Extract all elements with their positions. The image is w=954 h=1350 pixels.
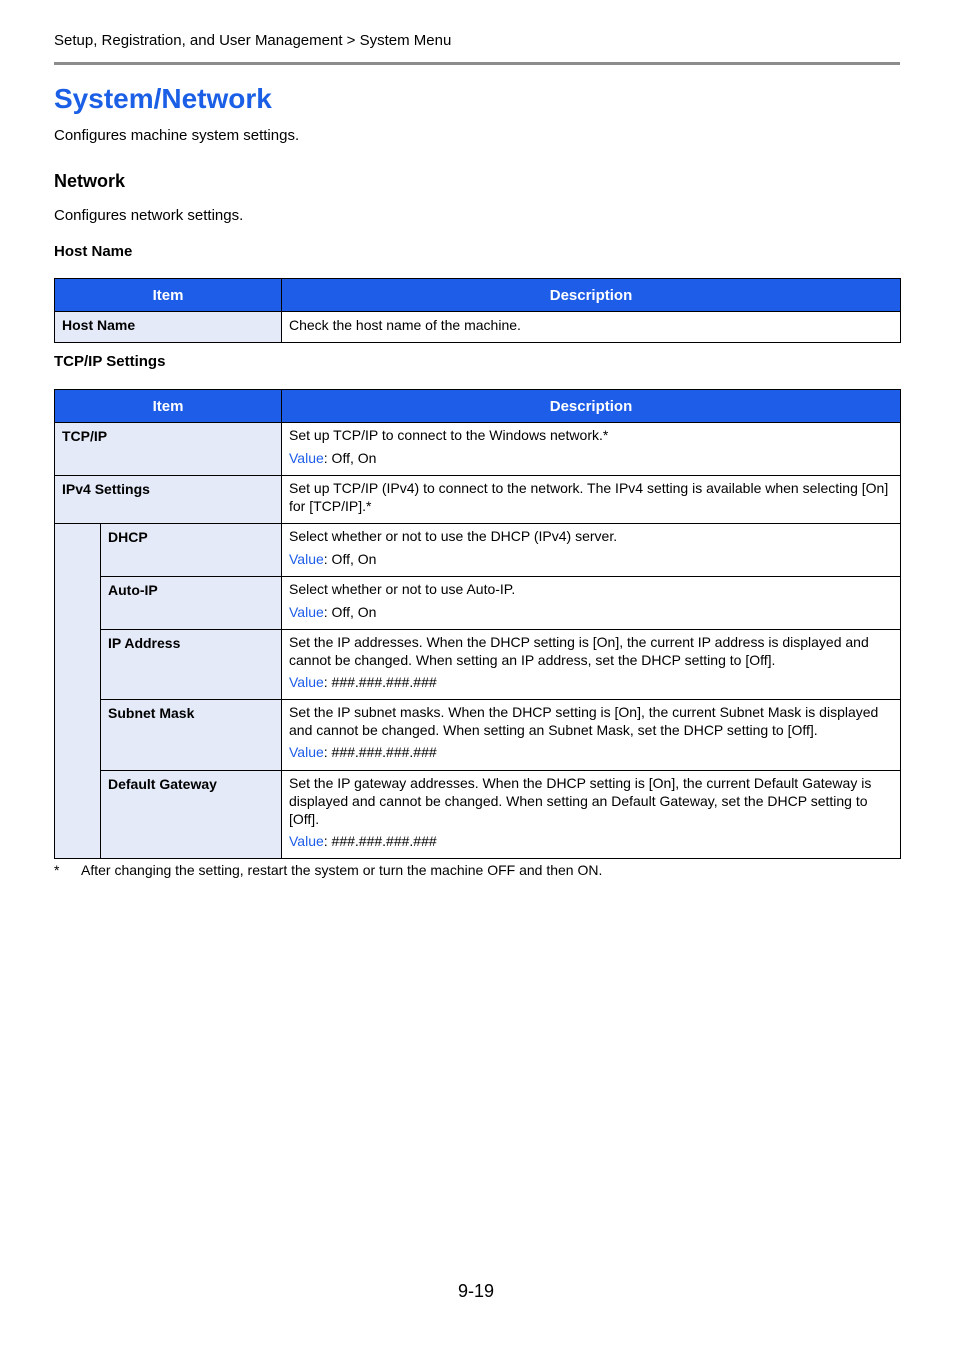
table-header-row <box>55 279 901 312</box>
value-text: : Off, On <box>323 450 377 466</box>
description-cell: Check the host name of the machine. <box>282 312 901 343</box>
table-row <box>55 700 901 771</box>
value-text: : Off, On <box>323 604 377 620</box>
tcpip-table <box>54 389 901 859</box>
column-header-item: Item <box>55 279 282 312</box>
description-text: Select whether or not to use Auto-IP. <box>289 581 516 597</box>
value-line <box>289 550 893 568</box>
item-cell: Host Name <box>55 312 282 343</box>
description-text: Set the IP subnet masks. When the DHCP setting is [On], the current Subnet Mask is displayed and cannot be changed. When setting an Subnet Mask, set the DHCP setting to [Off]. <box>289 704 879 738</box>
indent-cell <box>55 630 101 700</box>
table-row <box>55 524 901 577</box>
item-cell: Subnet Mask <box>101 700 282 771</box>
value-text: : ###.###.###.### <box>323 744 437 760</box>
footnote-text: After changing the setting, restart the system or turn the machine OFF and then ON. <box>81 862 603 878</box>
table-row <box>55 771 901 859</box>
footnote-mark: * <box>54 862 60 878</box>
table-row <box>55 577 901 630</box>
page-number: 9-19 <box>458 1281 495 1301</box>
header-divider <box>54 62 900 65</box>
description-cell <box>282 423 901 476</box>
item-cell: IPv4 Settings <box>55 476 282 524</box>
tcpip-heading: TCP/IP Settings <box>54 353 166 370</box>
section-heading: Network <box>54 171 126 191</box>
section-description: Configures network settings. <box>54 207 244 224</box>
footnote <box>54 862 602 878</box>
table-header-row <box>55 390 901 423</box>
page-title: System/Network <box>54 83 272 114</box>
value-label: Value <box>289 833 324 849</box>
item-cell: DHCP <box>101 524 282 577</box>
indent-cell <box>55 577 101 630</box>
description-text: Set the IP addresses. When the DHCP setting is [On], the current IP address is displayed and cannot be changed. When setting an IP address, set the DHCP setting to [Off]. <box>289 634 869 668</box>
value-line <box>289 603 893 621</box>
value-label: Value <box>289 450 324 466</box>
indent-cell <box>55 771 101 859</box>
description-text: Select whether or not to use the DHCP (IPv4) server. <box>289 528 618 544</box>
table-row <box>55 630 901 700</box>
description-cell <box>282 630 901 700</box>
description-cell: Set up TCP/IP (IPv4) to connect to the network. The IPv4 setting is available when selecting [On] for [TCP/IP].* <box>282 476 901 524</box>
indent-cell <box>55 524 101 577</box>
value-line <box>289 832 893 850</box>
description-cell <box>282 524 901 577</box>
page-description: Configures machine system settings. <box>54 127 300 144</box>
item-cell: TCP/IP <box>55 423 282 476</box>
description-cell <box>282 700 901 771</box>
value-text: : Off, On <box>323 551 377 567</box>
description-cell <box>282 771 901 859</box>
value-label: Value <box>289 604 324 620</box>
value-text: : ###.###.###.### <box>323 833 437 849</box>
host-name-table <box>54 278 901 343</box>
description-text: Set up TCP/IP to connect to the Windows network.* <box>289 427 609 443</box>
description-cell <box>282 577 901 630</box>
table-row <box>55 476 901 524</box>
table-row <box>55 423 901 476</box>
value-line <box>289 673 893 691</box>
value-label: Value <box>289 674 324 690</box>
value-line <box>289 743 893 761</box>
value-label: Value <box>289 551 324 567</box>
column-header-item: Item <box>55 390 282 423</box>
value-line <box>289 449 893 467</box>
value-label: Value <box>289 744 324 760</box>
description-text: Set the IP gateway addresses. When the DHCP setting is [On], the current Default Gateway is displayed and cannot be changed. When setting an Default Gateway, set the DHCP setting to [Off]. <box>289 775 872 827</box>
value-text: : ###.###.###.### <box>323 674 437 690</box>
host-name-heading: Host Name <box>54 243 133 260</box>
column-header-description: Description <box>282 279 901 312</box>
header-breadcrumb: Setup, Registration, and User Management > System Menu <box>54 32 452 49</box>
column-header-description: Description <box>282 390 901 423</box>
item-cell: IP Address <box>101 630 282 700</box>
item-cell: Auto-IP <box>101 577 282 630</box>
item-cell: Default Gateway <box>101 771 282 859</box>
table-row <box>55 312 901 343</box>
indent-cell <box>55 700 101 771</box>
